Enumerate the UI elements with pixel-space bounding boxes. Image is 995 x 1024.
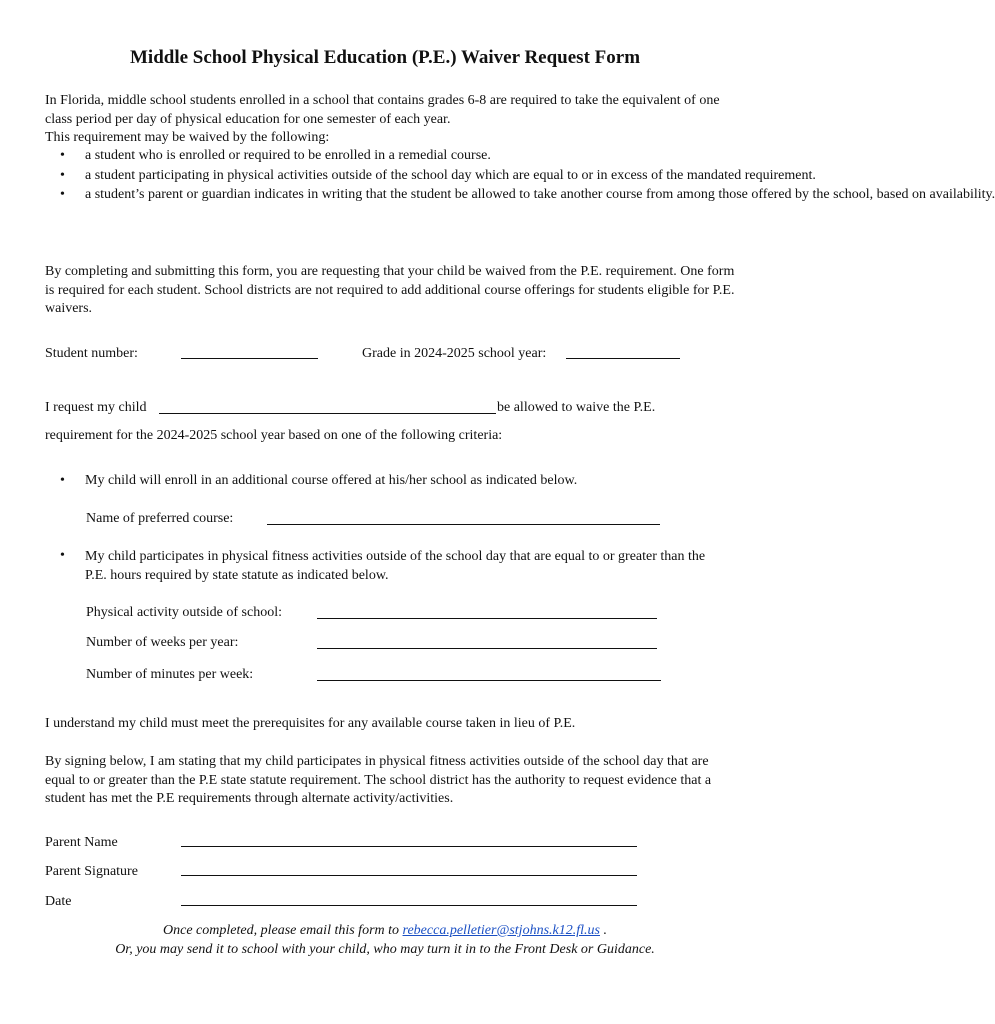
email-link[interactable]: rebecca.pelletier@stjohns.k12.fl.us	[402, 923, 600, 938]
bullet-icon: •	[60, 167, 65, 183]
list-item-text: a student’s parent or guardian indicates in writing that the student be allowed to take another course from among those offered by the school, based on availability.	[85, 187, 995, 202]
prerequisites-statement: I understand my child must meet the prerequisites for any available course taken in lieu of P.E.	[45, 716, 576, 731]
parent-name-field[interactable]	[181, 846, 637, 847]
parent-name-label: Parent Name	[45, 835, 118, 850]
physical-activity-field[interactable]	[317, 618, 657, 619]
request-prefix: I request my child	[45, 400, 147, 415]
student-number-field[interactable]	[181, 358, 318, 359]
bullet-icon: •	[60, 187, 65, 202]
preferred-course-label: Name of preferred course:	[86, 511, 234, 526]
waiver-conditions-list	[60, 147, 995, 206]
option-outside-activities: My child participates in physical fitness activities outside of the school day that are equal to or greater than the P.E. hours required by state statute as indicated below.	[85, 549, 706, 583]
physical-activity-label: Physical activity outside of school:	[86, 605, 282, 620]
request-suffix: be allowed to waive the P.E.	[497, 400, 656, 415]
list-item-text: a student who is enrolled or required to be enrolled in a remedial course.	[85, 148, 491, 163]
footer-email-line	[0, 923, 770, 939]
signing-statement: By signing below, I am stating that my child participates in physical fitness activities outside of the school day that are equal to or greater than the P.E state statute requirement. The school district has the authority to request evidence that a student has met the P.E requirements through alternate activity/activities.	[45, 754, 712, 806]
bullet-icon: •	[60, 548, 65, 563]
footer-email-prefix: Once completed, please email this form to	[163, 923, 400, 938]
list-item	[60, 147, 740, 166]
notice-paragraph: By completing and submitting this form, you are requesting that your child be waived from the P.E. requirement. One form is required for each student. School districts are not required to add additional course offerings for students eligible for P.E. waivers.	[45, 264, 735, 316]
parent-signature-label: Parent Signature	[45, 864, 138, 879]
list-item	[60, 167, 816, 186]
list-item	[60, 186, 995, 205]
parent-signature-field[interactable]	[181, 875, 637, 876]
footer-email-suffix: .	[603, 923, 607, 938]
weeks-per-year-label: Number of weeks per year:	[86, 635, 239, 650]
date-field[interactable]	[181, 905, 637, 906]
request-criteria-line: requirement for the 2024-2025 school year based on one of the following criteria:	[45, 428, 503, 443]
list-item-text: a student participating in physical activities outside of the school day which are equal to or in excess of the mandated requirement.	[85, 167, 816, 183]
child-name-field[interactable]	[159, 413, 496, 414]
option-additional-course: My child will enroll in an additional course offered at his/her school as indicated below.	[85, 473, 578, 488]
intro-waiver-line: This requirement may be waived by the following:	[45, 130, 330, 145]
minutes-per-week-label: Number of minutes per week:	[86, 667, 254, 682]
minutes-per-week-field[interactable]	[317, 680, 661, 681]
weeks-per-year-field[interactable]	[317, 648, 657, 649]
grade-field[interactable]	[566, 358, 680, 359]
form-title: Middle School Physical Education (P.E.) Waiver Request Form	[129, 47, 641, 68]
preferred-course-field[interactable]	[267, 524, 660, 525]
bullet-icon: •	[60, 148, 65, 163]
bullet-icon: •	[60, 473, 65, 488]
date-label: Date	[45, 894, 72, 909]
student-number-label: Student number:	[45, 346, 138, 361]
intro-paragraph: In Florida, middle school students enrolled in a school that contains grades 6-8 are required to take the equivalent of one class period per day of physical education for one semester of each year.	[45, 93, 720, 127]
footer-delivery-line: Or, you may send it to school with your child, who may turn it in to the Front Desk or Guidance.	[115, 942, 655, 957]
grade-label: Grade in 2024-2025 school year:	[362, 346, 547, 361]
